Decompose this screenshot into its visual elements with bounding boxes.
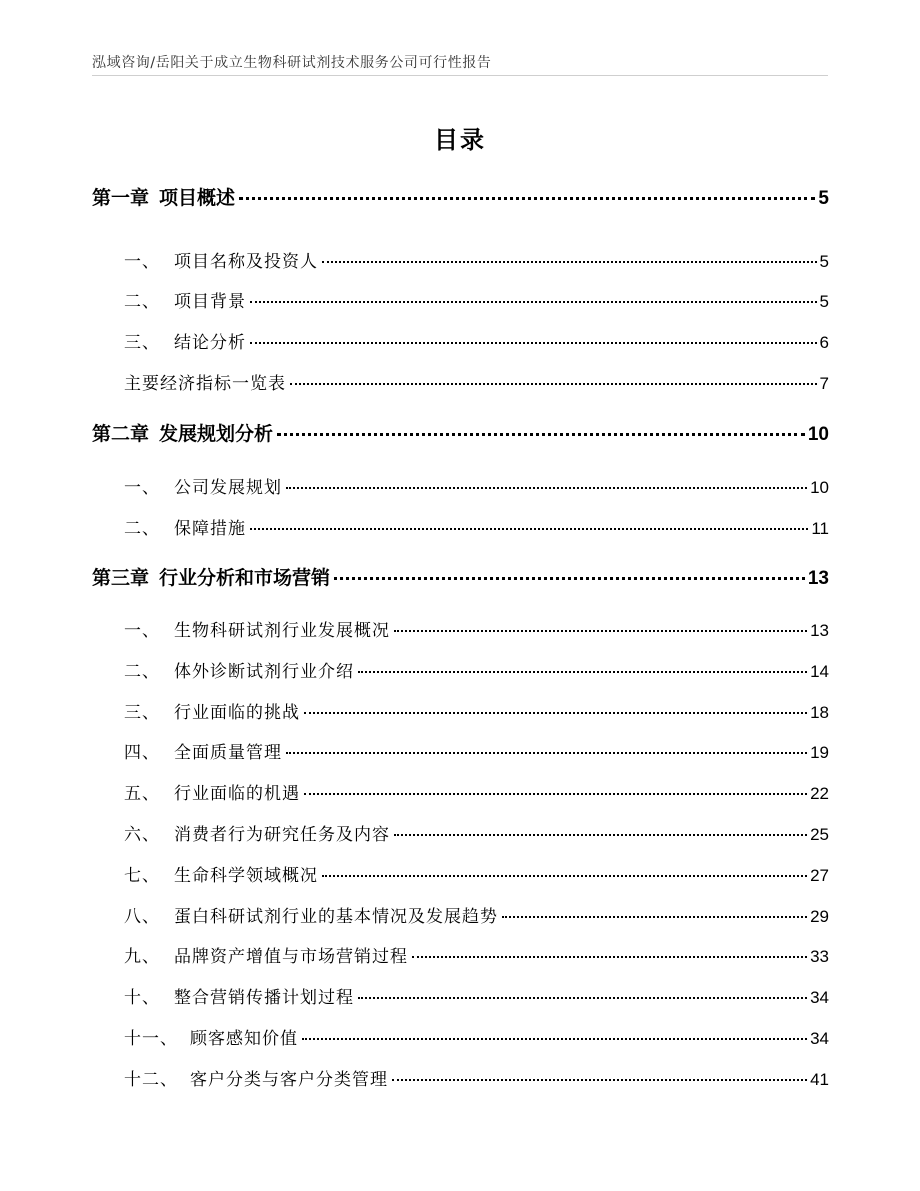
toc-section[interactable]	[92, 779, 829, 804]
toc-chapter-2[interactable]	[92, 419, 829, 446]
section-title: 全面质量管理	[174, 743, 282, 763]
page-number: 7	[819, 374, 829, 393]
dot-leader	[304, 793, 807, 795]
section-number: 二、	[124, 292, 160, 312]
page-number: 19	[810, 743, 829, 762]
toc-section[interactable]	[92, 1065, 829, 1090]
page-number: 14	[810, 662, 829, 681]
dot-leader	[392, 1079, 807, 1081]
section-title: 主要经济指标一览表	[124, 374, 286, 394]
toc-section[interactable]	[92, 698, 829, 723]
section-number: 七、	[124, 866, 160, 886]
toc-section[interactable]	[92, 514, 829, 539]
dot-leader	[322, 261, 817, 263]
toc-section[interactable]	[92, 902, 829, 927]
toc-section[interactable]	[92, 983, 829, 1008]
page-header: 泓域咨询/岳阳关于成立生物科研试剂技术服务公司可行性报告	[92, 55, 492, 71]
chapter-number: 第二章	[92, 423, 150, 445]
dot-leader	[250, 528, 808, 530]
chapter-title: 发展规划分析	[159, 423, 274, 445]
page-number: 5	[818, 188, 829, 209]
dot-leader	[302, 1038, 807, 1040]
section-title: 客户分类与客户分类管理	[190, 1070, 388, 1090]
dot-leader	[239, 197, 815, 200]
section-title: 整合营销传播计划过程	[174, 988, 354, 1008]
page-number: 27	[810, 866, 829, 885]
section-number: 十、	[124, 988, 160, 1008]
toc-section[interactable]	[92, 1024, 829, 1049]
page-number: 33	[810, 947, 829, 966]
section-number: 六、	[124, 825, 160, 845]
section-title: 顾客感知价值	[190, 1029, 298, 1049]
dot-leader	[334, 577, 805, 580]
section-title: 行业面临的机遇	[174, 784, 300, 804]
section-number: 一、	[124, 621, 160, 641]
toc-section[interactable]	[92, 369, 829, 394]
page-number: 34	[810, 988, 829, 1007]
section-title: 项目背景	[174, 292, 246, 312]
dot-leader	[394, 834, 807, 836]
section-number: 十一、	[124, 1029, 178, 1049]
page-number: 5	[819, 292, 829, 311]
page-number: 5	[819, 252, 829, 271]
section-number: 一、	[124, 478, 160, 498]
section-title: 蛋白科研试剂行业的基本情况及发展趋势	[174, 907, 498, 927]
section-number: 八、	[124, 907, 160, 927]
section-title: 保障措施	[174, 519, 246, 539]
toc-section[interactable]	[92, 942, 829, 967]
section-title: 消费者行为研究任务及内容	[174, 825, 390, 845]
chapter-number: 第一章	[92, 187, 150, 209]
page-number: 6	[819, 333, 829, 352]
section-number: 三、	[124, 333, 160, 353]
section-title: 生命科学领域概况	[174, 866, 318, 886]
toc-section[interactable]	[92, 328, 829, 353]
chapter-title: 项目概述	[159, 187, 236, 209]
section-title: 结论分析	[174, 333, 246, 353]
section-number: 三、	[124, 703, 160, 723]
section-title: 体外诊断试剂行业介绍	[174, 662, 354, 682]
section-number: 四、	[124, 743, 160, 763]
section-title: 行业面临的挑战	[174, 703, 300, 723]
dot-leader	[250, 301, 817, 303]
section-title: 生物科研试剂行业发展概况	[174, 621, 390, 641]
toc-section[interactable]	[92, 657, 829, 682]
section-number: 一、	[124, 252, 160, 272]
dot-leader	[394, 630, 807, 632]
section-number: 十二、	[124, 1070, 178, 1090]
toc-title: 目录	[434, 126, 486, 154]
page-number: 10	[810, 478, 829, 497]
section-title: 品牌资产增值与市场营销过程	[174, 947, 408, 967]
dot-leader	[412, 956, 807, 958]
toc-section[interactable]	[92, 473, 829, 498]
page-number: 13	[810, 621, 829, 640]
toc-section[interactable]	[92, 247, 829, 272]
dot-leader	[286, 487, 807, 489]
section-title: 公司发展规划	[174, 478, 282, 498]
dot-leader	[358, 671, 807, 673]
section-number: 五、	[124, 784, 160, 804]
toc-section[interactable]	[92, 861, 829, 886]
page-number: 18	[810, 703, 829, 722]
dot-leader	[358, 997, 807, 999]
dot-leader	[502, 916, 807, 918]
toc-section[interactable]	[92, 287, 829, 312]
toc-section[interactable]	[92, 616, 829, 641]
chapter-number: 第三章	[92, 567, 150, 589]
page-number: 29	[810, 907, 829, 926]
dot-leader	[250, 342, 817, 344]
page-number: 41	[810, 1070, 829, 1089]
dot-leader	[322, 875, 807, 877]
page-number: 11	[811, 519, 829, 538]
section-number: 二、	[124, 519, 160, 539]
table-of-contents	[92, 0, 829, 1191]
page-number: 34	[810, 1029, 829, 1048]
section-number: 九、	[124, 947, 160, 967]
page-number: 13	[807, 568, 829, 589]
page-number: 10	[807, 424, 829, 445]
dot-leader	[304, 712, 807, 714]
dot-leader	[277, 433, 805, 436]
section-number: 二、	[124, 662, 160, 682]
toc-section[interactable]	[92, 738, 829, 763]
section-title: 项目名称及投资人	[174, 252, 318, 272]
toc-chapter-1[interactable]	[92, 183, 829, 210]
page-number: 25	[810, 825, 829, 844]
chapter-title: 行业分析和市场营销	[159, 567, 331, 589]
toc-chapter-3[interactable]	[92, 563, 829, 590]
dot-leader	[286, 752, 807, 754]
toc-section[interactable]	[92, 820, 829, 845]
page-number: 22	[810, 784, 829, 803]
dot-leader	[290, 383, 817, 385]
